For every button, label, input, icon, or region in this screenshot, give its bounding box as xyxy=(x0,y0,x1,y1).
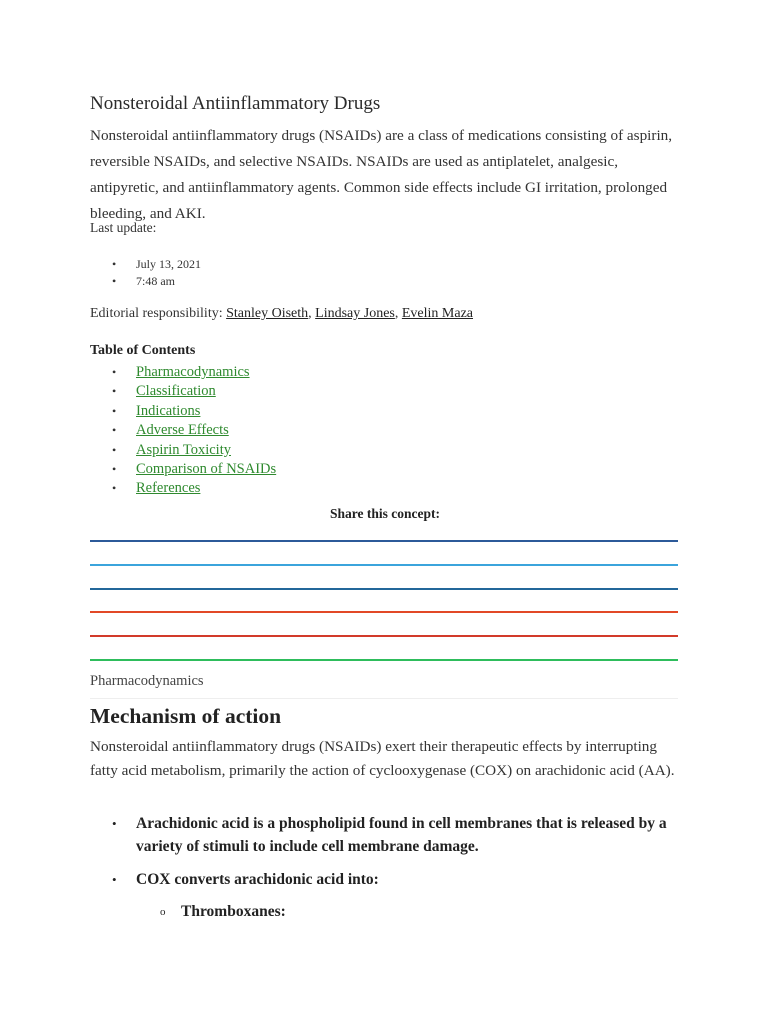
toc-item xyxy=(90,363,276,382)
share-button-1[interactable] xyxy=(90,540,678,542)
last-update-label: Last update: xyxy=(90,220,157,235)
table-of-contents xyxy=(90,363,276,499)
update-date: • July 13, 2021 xyxy=(90,256,201,273)
share-button-3[interactable] xyxy=(90,588,678,590)
author-separator: , xyxy=(394,306,402,321)
toc-item xyxy=(90,441,276,460)
toc-link-aspirin-toxicity[interactable]: Aspirin Toxicity xyxy=(136,441,231,458)
toc-item xyxy=(90,382,276,401)
editorial-label: Editorial responsibility: xyxy=(90,306,223,321)
toc-item xyxy=(90,421,276,440)
toc-item xyxy=(90,460,276,479)
toc-item xyxy=(90,402,276,421)
toc-item xyxy=(90,479,276,498)
toc-link-indications[interactable]: Indications xyxy=(136,402,201,419)
list-item xyxy=(90,812,680,858)
author-link-1[interactable]: Stanley Oiseth xyxy=(226,306,309,321)
toc-link-adverse-effects[interactable]: Adverse Effects xyxy=(136,422,229,439)
editorial-line xyxy=(90,306,473,322)
list-item xyxy=(90,868,680,923)
section-divider xyxy=(90,698,678,699)
toc-link-comparison[interactable]: Comparison of NSAIDs xyxy=(136,461,277,478)
author-link-2[interactable]: Lindsay Jones xyxy=(315,306,395,321)
mechanism-list xyxy=(90,812,680,923)
bullet-text: Arachidonic acid is a phospholipid found in cell membranes that is released by a variety of stimuli to include cell membrane damage. xyxy=(136,815,667,855)
author-separator: , xyxy=(308,306,316,321)
share-button-4[interactable] xyxy=(90,611,678,613)
sub-list xyxy=(136,900,680,923)
section-label: Pharmacodynamics xyxy=(90,673,204,689)
author-link-3[interactable]: Evelin Maza xyxy=(401,306,474,321)
article-title: Nonsteroidal Antiinflammatory Drugs xyxy=(90,93,381,114)
section-heading: Mechanism of action xyxy=(90,704,282,728)
share-button-5[interactable] xyxy=(90,635,678,637)
article-intro: Nonsteroidal antiinflammatory drugs (NSAIDs) are a class of medications consisting of aspirin, reversible NSAIDs, and selective NSAIDs. NSAIDs are used as antiplatelet, analgesic, antipyretic, and antiinflammatory agents. Common side effects include GI irritation, prolonged bleeding, and AKI. xyxy=(90,127,673,222)
section-body: Nonsteroidal antiinflammatory drugs (NSAIDs) exert their therapeutic effects by interrupting fatty acid metabolism, primarily the action of cyclooxygenase (COX) on arachidonic acid (AA). xyxy=(90,738,675,779)
update-time: • 7:48 am xyxy=(90,273,201,290)
update-meta-list xyxy=(90,256,201,290)
toc-link-references[interactable]: References xyxy=(136,480,201,497)
share-title: Share this concept: xyxy=(330,506,440,521)
bullet-text: COX converts arachidonic acid into: xyxy=(136,871,379,888)
toc-link-pharmacodynamics[interactable]: Pharmacodynamics xyxy=(136,364,250,380)
sub-list-item: o Thromboxanes: xyxy=(136,900,680,923)
toc-title: Table of Contents xyxy=(90,343,196,358)
share-button-2[interactable] xyxy=(90,564,678,566)
toc-link-classification[interactable]: Classification xyxy=(136,383,216,400)
share-button-6[interactable] xyxy=(90,659,678,661)
